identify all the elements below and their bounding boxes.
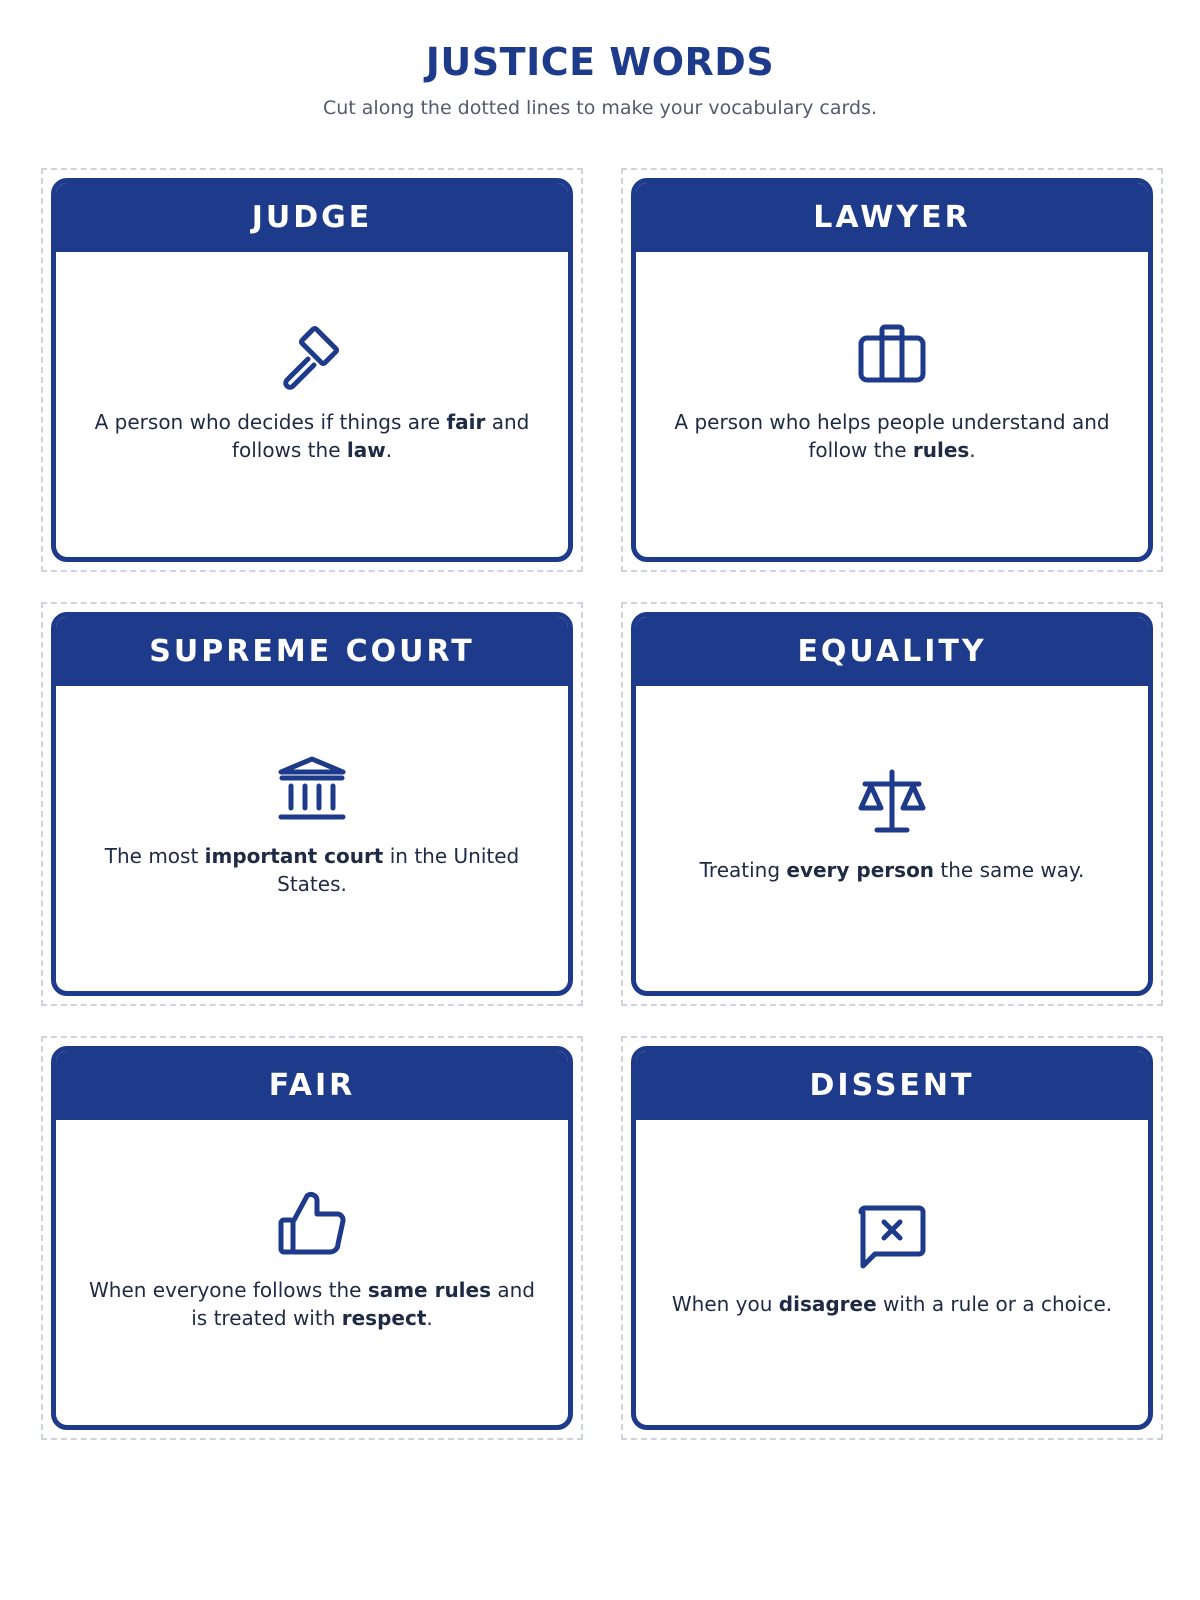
card-definition <box>700 856 1085 884</box>
cut-frame <box>41 602 583 1006</box>
page-subtitle: Cut along the dotted lines to make your vocabulary cards. <box>322 97 878 119</box>
definition-text: and follows the <box>231 409 530 462</box>
disagree-message-icon <box>853 1198 931 1276</box>
definition-keyword: every person <box>786 857 935 882</box>
card-definition <box>80 842 544 898</box>
card-body <box>636 1120 1148 1425</box>
definition-keyword: same rules <box>367 1277 492 1302</box>
gavel-icon <box>273 316 351 394</box>
vocab-card-supreme-court <box>51 612 573 996</box>
vocab-card-equality <box>631 612 1153 996</box>
card-body <box>56 686 568 991</box>
card-definition <box>672 1290 1112 1318</box>
scales-icon <box>853 764 931 842</box>
card-definition <box>80 408 544 464</box>
definition-text: . <box>969 437 976 462</box>
cut-frame <box>41 168 583 572</box>
definition-text: in the United States. <box>277 843 520 896</box>
definition-text: the same way. <box>934 857 1085 882</box>
card-term: EQUALITY <box>636 617 1148 686</box>
page-title: JUSTICE WORDS <box>425 40 775 84</box>
card-definition <box>80 1276 544 1332</box>
definition-keyword: law <box>346 437 386 462</box>
vocab-card-dissent <box>631 1046 1153 1430</box>
vocabulary-card-grid <box>41 168 1163 1440</box>
card-term: LAWYER <box>636 183 1148 252</box>
card-term: FAIR <box>56 1051 568 1120</box>
cut-frame <box>621 1036 1163 1440</box>
card-body <box>636 252 1148 557</box>
card-body <box>56 252 568 557</box>
definition-text: and is treated with <box>191 1277 535 1330</box>
courthouse-icon <box>273 750 351 828</box>
definition-keyword: disagree <box>778 1291 877 1316</box>
definition-text: . <box>385 437 393 462</box>
definition-keyword: fair <box>446 409 486 434</box>
vocab-card-lawyer <box>631 178 1153 562</box>
definition-keyword: respect <box>341 1305 427 1330</box>
thumbs-up-icon <box>273 1184 351 1262</box>
card-term: JUDGE <box>56 183 568 252</box>
definition-text: . <box>426 1305 433 1330</box>
definition-keyword: important court <box>204 843 384 868</box>
briefcase-icon <box>853 316 931 394</box>
definition-text: A person who decides if things are <box>94 409 447 434</box>
definition-text: Treating <box>699 857 787 882</box>
vocab-card-judge <box>51 178 573 562</box>
vocab-card-fair <box>51 1046 573 1430</box>
card-body <box>636 686 1148 991</box>
card-body <box>56 1120 568 1425</box>
definition-keyword: rules <box>912 437 970 462</box>
definition-text: with a rule or a choice. <box>876 1291 1113 1316</box>
card-term: DISSENT <box>636 1051 1148 1120</box>
definition-text: The most <box>104 843 205 868</box>
card-term: SUPREME COURT <box>56 617 568 686</box>
cut-frame <box>41 1036 583 1440</box>
definition-text: When everyone follows the <box>89 1277 368 1302</box>
definition-text: When you <box>671 1291 779 1316</box>
cut-frame <box>621 602 1163 1006</box>
definition-text: A person who helps people understand and follow the <box>674 409 1110 462</box>
cut-frame <box>621 168 1163 572</box>
card-definition <box>660 408 1124 464</box>
